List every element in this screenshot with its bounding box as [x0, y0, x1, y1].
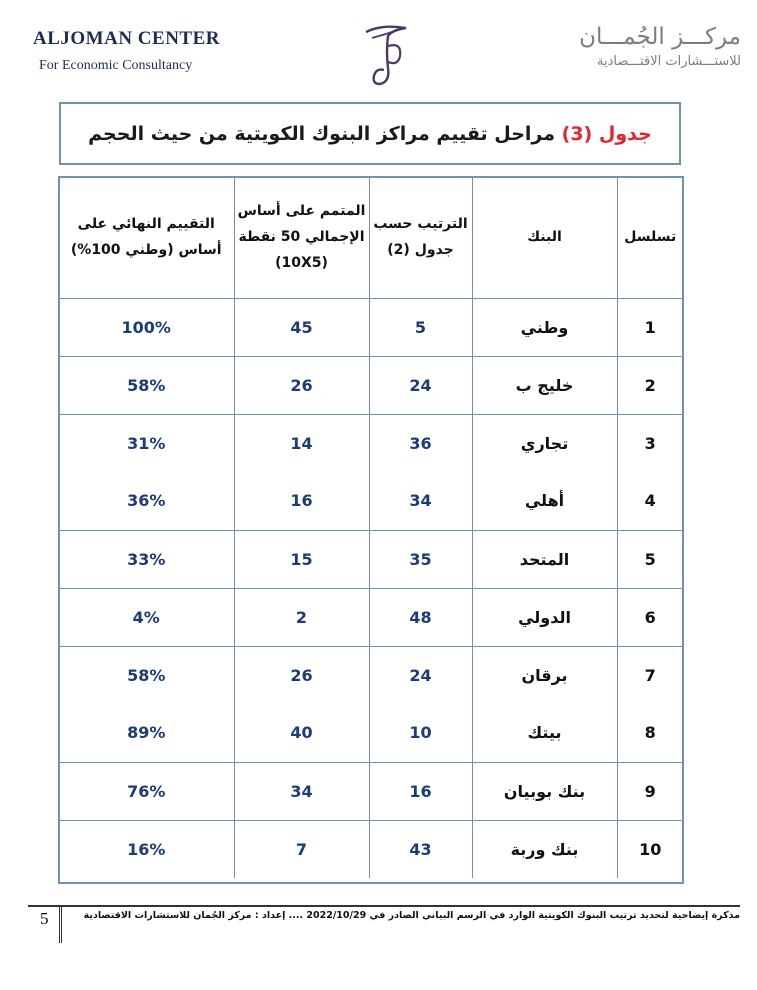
cell-final: 4%: [132, 607, 160, 627]
cell-final: 31%: [127, 433, 166, 453]
cell-seq: 3: [617, 414, 683, 472]
cell-rank: 10: [369, 704, 472, 762]
cell-seq: 8: [617, 704, 683, 762]
brand-arabic: [579, 24, 741, 69]
cell-final: 33%: [127, 549, 166, 569]
table-row: [59, 820, 683, 878]
brand-subtitle-ar: للاستـــشارات الاقتـــصادية: [597, 54, 741, 69]
page-footer: [28, 905, 740, 943]
footer-vertical-divider: [59, 905, 62, 943]
cell-seq: 6: [617, 588, 683, 646]
cell-bank: برقان: [472, 646, 617, 704]
cell-score: 16: [234, 472, 369, 530]
cell-score: 2: [234, 588, 369, 646]
cell-score: 15: [234, 530, 369, 588]
cell-bank: خليج ب: [472, 356, 617, 414]
cell-bank: بيتك: [472, 704, 617, 762]
cell-final: 100%: [121, 317, 171, 337]
brand-english: [33, 28, 220, 74]
table-row: [59, 762, 683, 820]
header-bank: البنك: [472, 177, 617, 298]
cell-final: 58%: [127, 665, 166, 685]
aljoman-logo-icon: [362, 22, 412, 88]
cell-score: 45: [234, 298, 369, 356]
cell-bank: الدولي: [472, 588, 617, 646]
cell-score: 26: [234, 646, 369, 704]
cell-score: 7: [234, 820, 369, 878]
header-seq: تسلسل: [617, 177, 683, 298]
banks-table: [59, 177, 683, 878]
cell-final: 58%: [127, 375, 166, 395]
brand-subtitle-en: For Economic Consultancy: [39, 58, 193, 73]
cell-rank: 5: [369, 298, 472, 356]
cell-score: 14: [234, 414, 369, 472]
cell-rank: 16: [369, 762, 472, 820]
table-row: [59, 704, 683, 762]
table-title-box: [59, 102, 681, 165]
cell-final: 36%: [127, 491, 166, 511]
cell-seq: 5: [617, 530, 683, 588]
title-number: (3): [561, 122, 593, 145]
cell-rank: 48: [369, 588, 472, 646]
cell-final: 16%: [127, 839, 166, 859]
cell-bank: بنك بوبيان: [472, 762, 617, 820]
footer-divider: [28, 905, 740, 907]
cell-rank: 24: [369, 356, 472, 414]
cell-seq: 10: [617, 820, 683, 878]
table-row: [59, 356, 683, 414]
table-row: [59, 472, 683, 530]
table-row: [59, 530, 683, 588]
cell-rank: 43: [369, 820, 472, 878]
cell-bank: وطني: [472, 298, 617, 356]
page-number: 5: [40, 909, 49, 928]
cell-rank: 35: [369, 530, 472, 588]
cell-rank: 36: [369, 414, 472, 472]
cell-seq: 4: [617, 472, 683, 530]
cell-final: 89%: [127, 723, 166, 743]
footer-text: مذكرة إيضاحية لتحديد ترتيب البنوك الكويتية الوارد في الرسم البياني الصادر في 2022/10/29 .... إعداد : مركز الجُمان للاستشارات الاقتصادية: [83, 910, 740, 921]
cell-score: 26: [234, 356, 369, 414]
brand-name-en: ALJOMAN CENTER: [33, 28, 220, 49]
cell-score: 34: [234, 762, 369, 820]
table-row: [59, 646, 683, 704]
header-rank: الترتيب حسب جدول (2): [369, 177, 472, 298]
cell-bank: المتحد: [472, 530, 617, 588]
table-row: [59, 588, 683, 646]
brand-name-ar: مركـــز الجُمـــان: [579, 24, 741, 50]
table-row: [59, 414, 683, 472]
table-row: [59, 298, 683, 356]
cell-seq: 1: [617, 298, 683, 356]
title-prefix: جدول: [592, 122, 652, 145]
cell-rank: 24: [369, 646, 472, 704]
cell-seq: 7: [617, 646, 683, 704]
title-text: مراحل تقييم مراكز البنوك الكويتية من حيث الحجم: [88, 122, 562, 145]
cell-bank: بنك وربة: [472, 820, 617, 878]
cell-score: 40: [234, 704, 369, 762]
table-header-row: [59, 177, 683, 298]
cell-seq: 2: [617, 356, 683, 414]
header-final: التقييم النهائي على أساس (وطني 100%): [59, 177, 234, 298]
page-header: [0, 0, 757, 100]
table-title: [88, 123, 652, 145]
cell-rank: 34: [369, 472, 472, 530]
cell-bank: تجاري: [472, 414, 617, 472]
cell-seq: 9: [617, 762, 683, 820]
cell-final: 76%: [127, 781, 166, 801]
header-score: المتمم على أساس الإجمالي 50 نقطة (10X5): [234, 177, 369, 298]
cell-bank: أهلي: [472, 472, 617, 530]
